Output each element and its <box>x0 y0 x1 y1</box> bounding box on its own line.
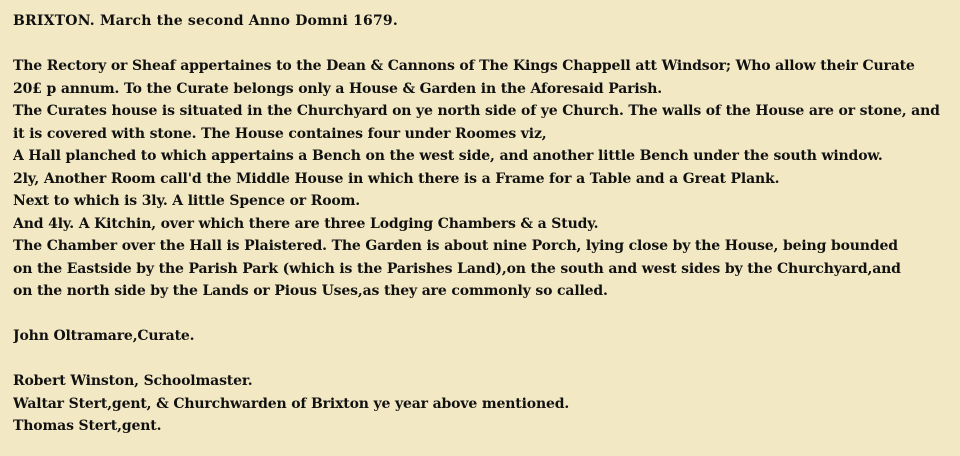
body-line-4: it is covered with stone. The House containes four under Roomes viz, <box>13 125 547 142</box>
signatory-2: Waltar Stert,gent, & Churchwarden of Brixton ye year above mentioned. <box>13 395 570 412</box>
body-line-1: The Rectory or Sheaf appertaines to the Dean & Cannons of The Kings Chappell att Windsor; Who allow their Curate <box>13 58 915 74</box>
blank-line <box>13 348 950 371</box>
body-line-3: The Curates house is situated in the Churchyard on ye north side of ye Church. The walls of the House are or stone, and <box>13 103 940 119</box>
body-line-11: on the north side by the Lands or Pious Uses,as they are commonly so called. <box>13 283 608 299</box>
body-line-2: 20£ p annum. To the Curate belongs only a House & Garden in the Aforesaid Parish. <box>13 80 663 97</box>
signatory-1: Robert Winston, Schoolmaster. <box>13 373 253 389</box>
body-line-7: Next to which is 3ly. A little Spence or Room. <box>13 193 360 209</box>
body-line-10: on the Eastside by the Parish Park (which is the Parishes Land),on the south and west sides by the Churchyard,and <box>13 260 901 277</box>
blank-line <box>13 33 950 56</box>
document-heading: BRIXTON. March the second Anno Domni 1679. <box>13 13 398 29</box>
body-line-6: 2ly, Another Room call'd the Middle House in which there is a Frame for a Table and a Great Plank. <box>13 170 780 187</box>
body-line-5: A Hall planched to which appertains a Bench on the west side, and another little Bench under the south window. <box>13 148 883 164</box>
blank-line <box>13 303 950 326</box>
signatory-3: Thomas Stert,gent. <box>13 418 162 434</box>
body-line-8: And 4ly. A Kitchin, over which there are three Lodging Chambers & a Study. <box>13 215 599 232</box>
curate-signature: John Oltramare,Curate. <box>13 328 195 344</box>
body-line-9: The Chamber over the Hall is Plaistered. The Garden is about nine Porch, lying close by the House, being bounded <box>13 238 898 254</box>
